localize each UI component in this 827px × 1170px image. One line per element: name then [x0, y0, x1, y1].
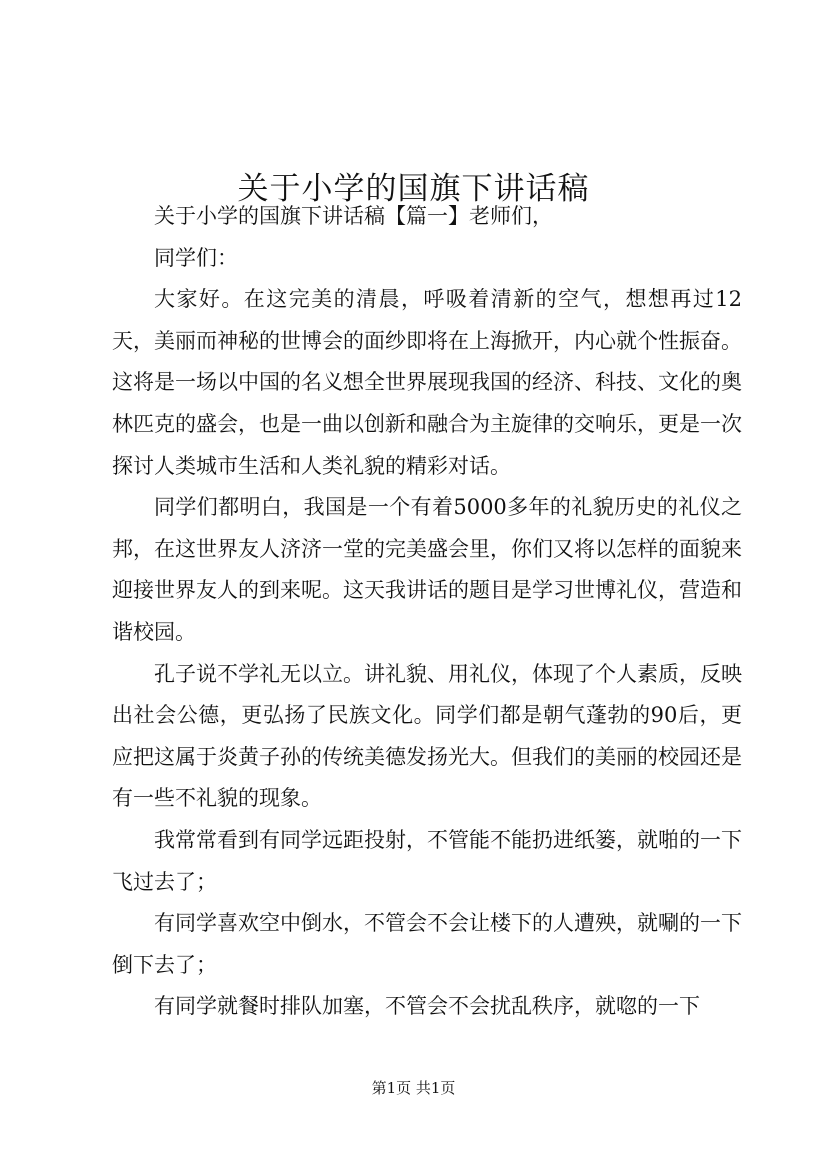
- page-footer: 第1页 共1页: [371, 1079, 456, 1097]
- paragraph: 我常常看到有同学远距投射，不管能不能扔进纸篓，就啪的一下飞过去了；: [112, 827, 742, 894]
- paragraph: 大家好。在这完美的清晨，呼吸着清新的空气，想想再过12天，美丽而神秘的世博会的面纱即将在上海掀开，内心就个性振奋。这将是一场以中国的名义想全世界展现我国的经济、科技、文化的奥林匹克的盛会，也是一曲以创新和融合为主旋律的交响乐，更是一次探讨人类城市生活和人类礼貌的精彩对话。: [112, 287, 742, 478]
- paragraph: 孔子说不学礼无以立。讲礼貌、用礼仪，体现了个人素质，反映出社会公德，更弘扬了民族文化。同学们都是朝气蓬勃的90后，更应把这属于炎黄子孙的传统美德发扬光大。但我们的美丽的校园还是有一些不礼貌的现象。: [112, 661, 742, 811]
- paragraph: 同学们都明白，我国是一个有着5000多年的礼貌历史的礼仪之邦，在这世界友人济济一堂的完美盛会里，你们又将以怎样的面貌来迎接世界友人的到来呢。这天我讲话的题目是学习世博礼仪，营造和谐校园。: [112, 495, 742, 644]
- paragraph: 有同学喜欢空中倒水，不管会不会让楼下的人遭殃，就唰的一下倒下去了；: [112, 911, 742, 977]
- document-title: 关于小学的国旗下讲话稿: [237, 170, 590, 207]
- paragraph: 有同学就餐时排队加塞，不管会不会扰乱秩序，就唿的一下: [154, 994, 700, 1019]
- paragraph: 关于小学的国旗下讲话稿【篇一】老师们，: [154, 204, 553, 228]
- paragraph: 同学们：: [154, 245, 238, 270]
- document-body: [112, 196, 742, 1028]
